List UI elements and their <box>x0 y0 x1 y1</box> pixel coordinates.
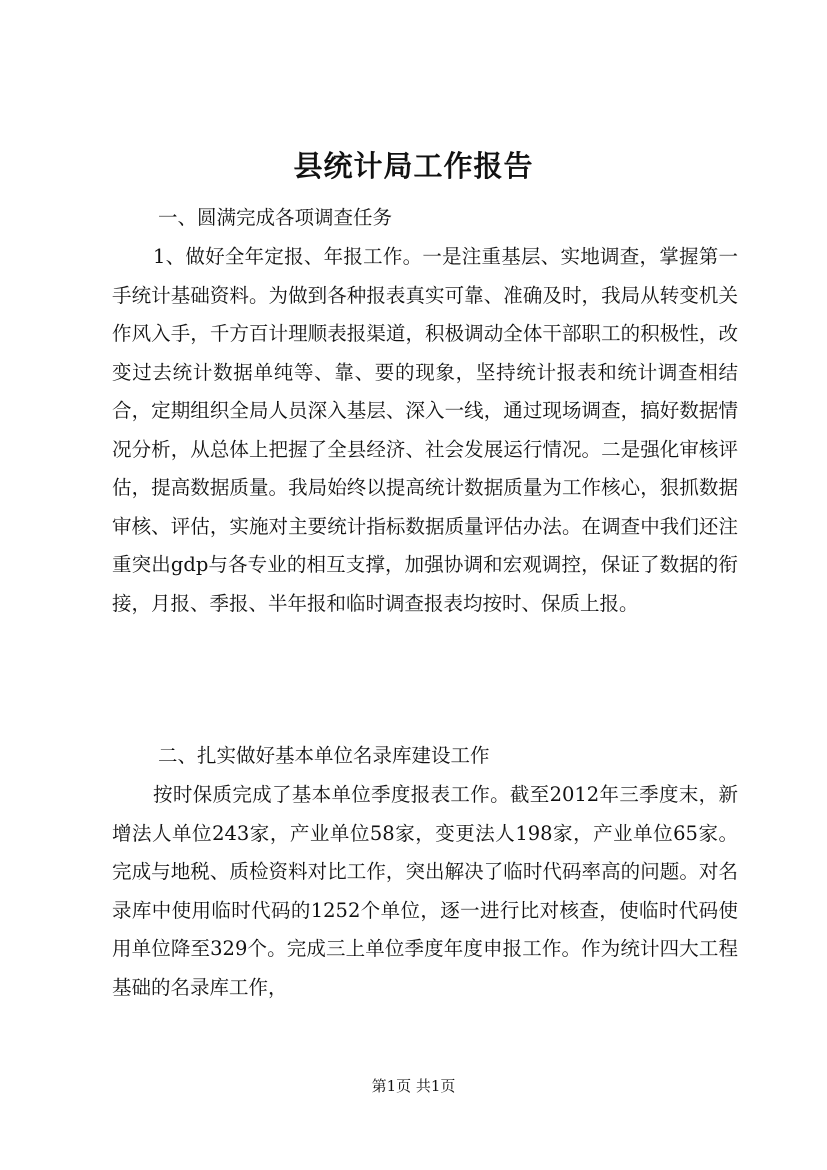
section-heading-2: 二、扎实做好基本单位名录库建设工作 <box>158 744 490 767</box>
section-1-paragraph: 1、做好全年定报、年报工作。一是注重基层、实地调查，掌握第一手统计基础资料。为做到各种报表真实可靠、准确及时，我局从转变机关作风入手，千方百计理顺表报渠道，积极调动全体干部职工的积极性，改变过去统计数据单纯等、靠、要的现象，坚持统计报表和统计调查相结合，定期组织全局人员深入基层、深入一线，通过现场调查，搞好数据情况分析，从总体上把握了全县经济、社会发展运行情况。二是强化审核评估，提高数据质量。我局始终以提高统计数据质量为工作核心，狠抓数据审核、评估，实施对主要统计指标数据质量评估办法。在调查中我们还注重突出gdp与各专业的相互支撑，加强协调和宏观调控，保证了数据的衔接，月报、季报、半年报和临时调查报表均按时、保质上报。 <box>112 245 738 615</box>
page-footer: 第1页 共1页 <box>371 1077 456 1095</box>
document-title: 县统计局工作报告 <box>293 149 534 183</box>
section-heading-1: 一、圆满完成各项调查任务 <box>158 206 393 229</box>
section-2-paragraph: 按时保质完成了基本单位季度报表工作。截至2012年三季度末，新增法人单位243家，产业单位58家，变更法人198家，产业单位65家。完成与地税、质检资料对比工作，突出解决了临时代码率高的问题。对名录库中使用临时代码的1252个单位，逐一进行比对核查，使临时代码使用单位降至329个。完成三上单位季度年度申报工作。作为统计四大工程基础的名录库工作， <box>112 783 738 999</box>
